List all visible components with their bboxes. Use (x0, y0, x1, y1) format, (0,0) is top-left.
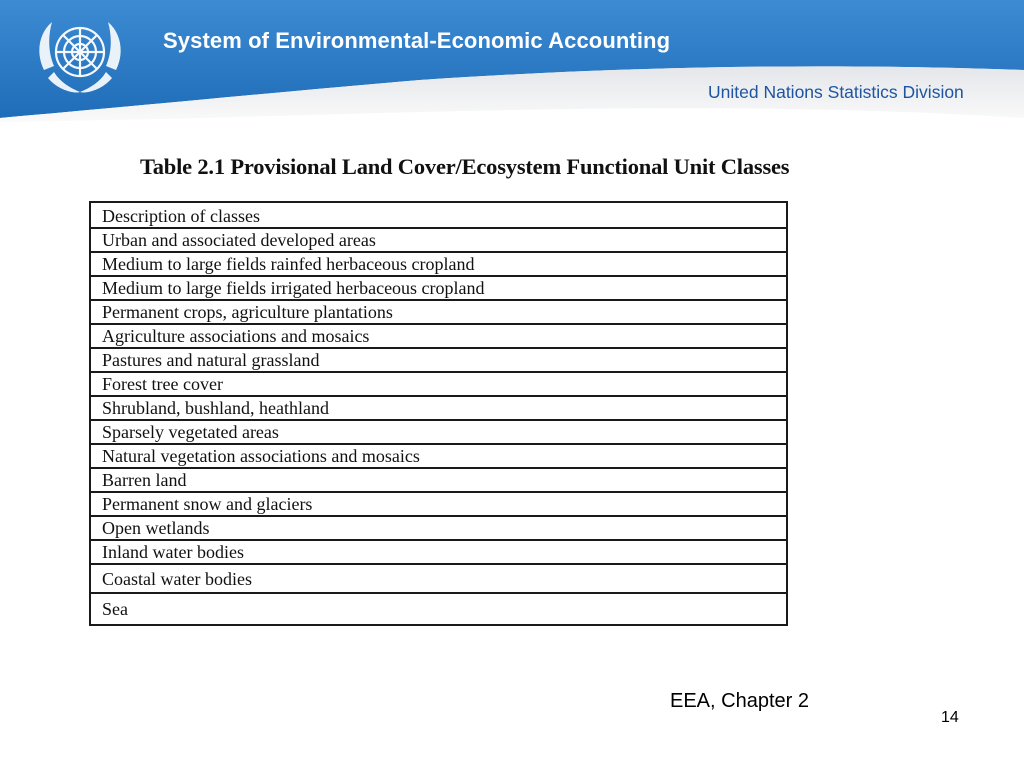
table-cell: Forest tree cover (90, 372, 787, 396)
table-cell: Sparsely vegetated areas (90, 420, 787, 444)
table-row (90, 593, 787, 625)
table-cell: Sea (90, 593, 787, 625)
org-division: United Nations Statistics Division (708, 82, 964, 102)
table-cell: Medium to large fields irrigated herbaceous cropland (90, 276, 787, 300)
table-row (90, 444, 787, 468)
table-row (90, 324, 787, 348)
table-row (90, 228, 787, 252)
table-row (90, 492, 787, 516)
table-cell: Shrubland, bushland, heathland (90, 396, 787, 420)
table-row (90, 564, 787, 593)
table-cell: Medium to large fields rainfed herbaceous cropland (90, 252, 787, 276)
table-header-row (90, 202, 787, 228)
table-row (90, 396, 787, 420)
table-cell: Open wetlands (90, 516, 787, 540)
table-cell: Permanent snow and glaciers (90, 492, 787, 516)
table-cell: Agriculture associations and mosaics (90, 324, 787, 348)
table-cell: Permanent crops, agriculture plantations (90, 300, 787, 324)
org-title: System of Environmental-Economic Accounting (163, 28, 671, 53)
table-row (90, 468, 787, 492)
land-cover-classes-table (89, 201, 788, 626)
table-cell: Barren land (90, 468, 787, 492)
table-header-cell: Description of classes (90, 202, 787, 228)
source-note: EEA, Chapter 2 (670, 690, 809, 712)
table-cell: Coastal water bodies (90, 564, 787, 593)
table-caption: Table 2.1 Provisional Land Cover/Ecosystem Functional Unit Classes (140, 154, 790, 179)
table-cell: Pastures and natural grassland (90, 348, 787, 372)
table-cell: Inland water bodies (90, 540, 787, 564)
table-row (90, 372, 787, 396)
page-number: 14 (941, 709, 959, 726)
table-row (90, 348, 787, 372)
table-row (90, 420, 787, 444)
table-row (90, 276, 787, 300)
table-row (90, 252, 787, 276)
un-emblem-icon (30, 10, 130, 98)
table-row (90, 516, 787, 540)
header-banner (0, 0, 1024, 122)
header-background (0, 0, 1024, 122)
table-row (90, 300, 787, 324)
table-cell: Natural vegetation associations and mosaics (90, 444, 787, 468)
table-cell: Urban and associated developed areas (90, 228, 787, 252)
table-row (90, 540, 787, 564)
